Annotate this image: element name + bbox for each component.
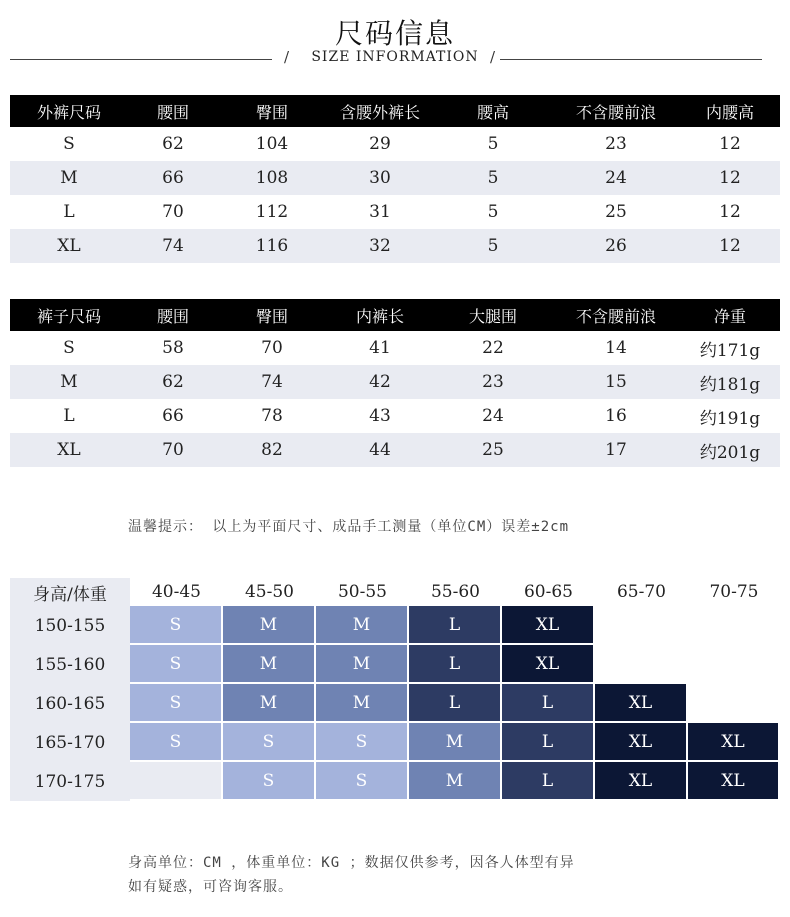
recommended-size-cell: M xyxy=(316,684,409,723)
height-range-label: 155-160 xyxy=(10,645,130,684)
table-cell: 58 xyxy=(162,338,184,358)
column-header: 净重 xyxy=(680,299,780,331)
recommended-size-cell: M xyxy=(223,684,316,723)
recommended-size-cell: L xyxy=(502,723,595,762)
table-cell: XL xyxy=(10,433,128,467)
table-cell: 12 xyxy=(680,161,780,195)
recommended-size-cell: L xyxy=(409,645,502,684)
empty-cell xyxy=(688,684,780,723)
table-cell: 42 xyxy=(326,365,434,399)
table-cell: 74 xyxy=(218,365,326,399)
table-cell: 25 xyxy=(434,433,552,467)
table-cell: 约191g xyxy=(699,408,761,429)
pants-size-table xyxy=(10,299,780,467)
recommended-size-cell: S xyxy=(130,606,223,645)
recommended-size-cell: XL xyxy=(502,606,595,645)
weight-range-header: 50-55 xyxy=(316,578,409,606)
column-header: 裤子尺码 xyxy=(10,299,128,331)
table-cell: 29 xyxy=(369,134,391,154)
table-cell: 24 xyxy=(482,406,504,426)
table-cell: S xyxy=(63,134,75,154)
column-header: 不含腰前浪 xyxy=(552,95,680,127)
table-cell: 12 xyxy=(719,134,741,154)
table-cell: 16 xyxy=(605,406,627,426)
table-row xyxy=(10,161,780,195)
column-header: 不含腰前浪 xyxy=(552,299,680,331)
table-cell: 62 xyxy=(128,365,218,399)
table-row xyxy=(10,229,780,263)
outer-pants-size-table xyxy=(10,95,780,263)
subtitle: SIZE INFORMATION xyxy=(311,49,479,65)
height-row xyxy=(10,723,780,762)
divider-right xyxy=(500,59,762,60)
table-cell: 约181g xyxy=(680,365,780,399)
slash-right: / xyxy=(490,48,496,66)
column-header: 内腰高 xyxy=(680,95,780,127)
table-cell: 22 xyxy=(482,338,504,358)
table-cell: 82 xyxy=(218,433,326,467)
table-cell: 17 xyxy=(552,433,680,467)
recommended-size-cell: XL xyxy=(688,723,780,762)
table-cell: 5 xyxy=(434,161,552,195)
recommended-size-cell: M xyxy=(316,645,409,684)
unit-note-line2: 如有疑惑，可咨询客服。 xyxy=(128,879,293,895)
table-cell: 30 xyxy=(326,161,434,195)
table-cell: 43 xyxy=(369,406,391,426)
column-header: 内裤长 xyxy=(326,299,434,331)
table-cell: 108 xyxy=(218,161,326,195)
recommended-size-cell: L xyxy=(502,762,595,801)
table-cell: 23 xyxy=(434,365,552,399)
column-header: 臀围 xyxy=(218,299,326,331)
measurement-tip: 温馨提示： 以上为平面尺寸、成品手工测量（单位CM）误差±2cm xyxy=(128,519,569,535)
weight-range-header: 70-75 xyxy=(688,578,780,606)
recommended-size-cell: XL xyxy=(688,762,780,801)
table-cell: 116 xyxy=(218,229,326,263)
table-cell: 66 xyxy=(162,406,184,426)
table-cell: 24 xyxy=(552,161,680,195)
page-title: 尺码信息 xyxy=(334,17,455,50)
table-cell: 70 xyxy=(128,433,218,467)
table-cell: 74 xyxy=(128,229,218,263)
recommended-size-cell: L xyxy=(409,684,502,723)
empty-cell xyxy=(595,606,688,645)
weight-range-header: 65-70 xyxy=(595,578,688,606)
table-cell: 5 xyxy=(434,229,552,263)
recommended-size-cell: XL xyxy=(595,723,688,762)
table-cell: 12 xyxy=(680,229,780,263)
height-range-label: 150-155 xyxy=(10,606,130,645)
empty-cell xyxy=(688,645,780,684)
recommended-size-cell: M xyxy=(409,723,502,762)
recommended-size-cell: M xyxy=(223,606,316,645)
table-cell: 5 xyxy=(487,134,499,154)
recommended-size-cell: XL xyxy=(595,762,688,801)
unit-note-line1: 身高单位：CM ，体重单位：KG ；数据仅供参考，因各人体型有异 xyxy=(128,855,575,871)
table-cell: 66 xyxy=(128,161,218,195)
weight-range-header: 60-65 xyxy=(502,578,595,606)
weight-range-header: 40-45 xyxy=(130,578,223,606)
table-cell: 41 xyxy=(369,338,391,358)
table-row xyxy=(10,331,780,365)
table-cell: 23 xyxy=(605,134,627,154)
table-cell: 32 xyxy=(326,229,434,263)
height-row xyxy=(10,684,780,723)
table-cell: 约171g xyxy=(699,340,761,361)
empty-cell xyxy=(130,762,223,801)
column-header: 含腰外裤长 xyxy=(326,95,434,127)
table-cell: 70 xyxy=(261,338,283,358)
table-cell: 26 xyxy=(552,229,680,263)
recommended-size-cell: XL xyxy=(595,684,688,723)
height-range-label: 165-170 xyxy=(10,723,130,762)
table-row xyxy=(10,127,780,161)
recommended-size-cell: S xyxy=(130,684,223,723)
recommended-size-cell: S xyxy=(316,762,409,801)
table-header-row xyxy=(10,299,780,331)
height-range-label: 170-175 xyxy=(10,762,130,801)
table-row xyxy=(10,433,780,467)
table-row xyxy=(10,399,780,433)
table-cell: 12 xyxy=(719,202,741,222)
column-header: 臀围 xyxy=(218,95,326,127)
table-cell: 70 xyxy=(162,202,184,222)
table-cell: XL xyxy=(10,229,128,263)
table-cell: 5 xyxy=(487,202,499,222)
recommended-size-cell: M xyxy=(223,645,316,684)
table-cell: 15 xyxy=(552,365,680,399)
table-cell: L xyxy=(63,202,75,222)
recommended-size-cell: M xyxy=(316,606,409,645)
weight-header-row xyxy=(10,578,780,606)
size-recommendation-table xyxy=(10,578,780,801)
weight-range-header: 55-60 xyxy=(409,578,502,606)
table-cell: S xyxy=(63,338,75,358)
table-cell: 112 xyxy=(255,202,289,222)
subtitle-row xyxy=(0,48,790,70)
height-range-label: 160-165 xyxy=(10,684,130,723)
table-cell: 104 xyxy=(255,134,289,154)
table-cell: 14 xyxy=(605,338,627,358)
column-header: 腰围 xyxy=(128,95,218,127)
table-cell: M xyxy=(10,161,128,195)
weight-range-header: 45-50 xyxy=(223,578,316,606)
table-cell: 约201g xyxy=(680,433,780,467)
table-cell: 44 xyxy=(326,433,434,467)
table-cell: L xyxy=(63,406,75,426)
table-header-row xyxy=(10,95,780,127)
recommended-size-cell: L xyxy=(502,684,595,723)
height-row xyxy=(10,645,780,684)
slash-left: / xyxy=(284,48,290,66)
empty-cell xyxy=(595,645,688,684)
table-cell: 25 xyxy=(605,202,627,222)
table-row xyxy=(10,195,780,229)
table-cell: M xyxy=(10,365,128,399)
table-row xyxy=(10,365,780,399)
recommended-size-cell: S xyxy=(130,645,223,684)
recommended-size-cell: S xyxy=(130,723,223,762)
recommended-size-cell: S xyxy=(223,723,316,762)
height-row xyxy=(10,606,780,645)
column-header: 腰高 xyxy=(434,95,552,127)
height-weight-corner: 身高/体重 xyxy=(10,578,130,606)
column-header: 大腿围 xyxy=(434,299,552,331)
column-header: 外裤尺码 xyxy=(10,95,128,127)
table-cell: 62 xyxy=(162,134,184,154)
recommended-size-cell: XL xyxy=(502,645,595,684)
height-row xyxy=(10,762,780,801)
empty-cell xyxy=(688,606,780,645)
column-header: 腰围 xyxy=(128,299,218,331)
recommended-size-cell: M xyxy=(409,762,502,801)
recommended-size-cell: S xyxy=(223,762,316,801)
recommended-size-cell: S xyxy=(316,723,409,762)
table-cell: 31 xyxy=(369,202,391,222)
recommended-size-cell: L xyxy=(409,606,502,645)
table-cell: 78 xyxy=(261,406,283,426)
